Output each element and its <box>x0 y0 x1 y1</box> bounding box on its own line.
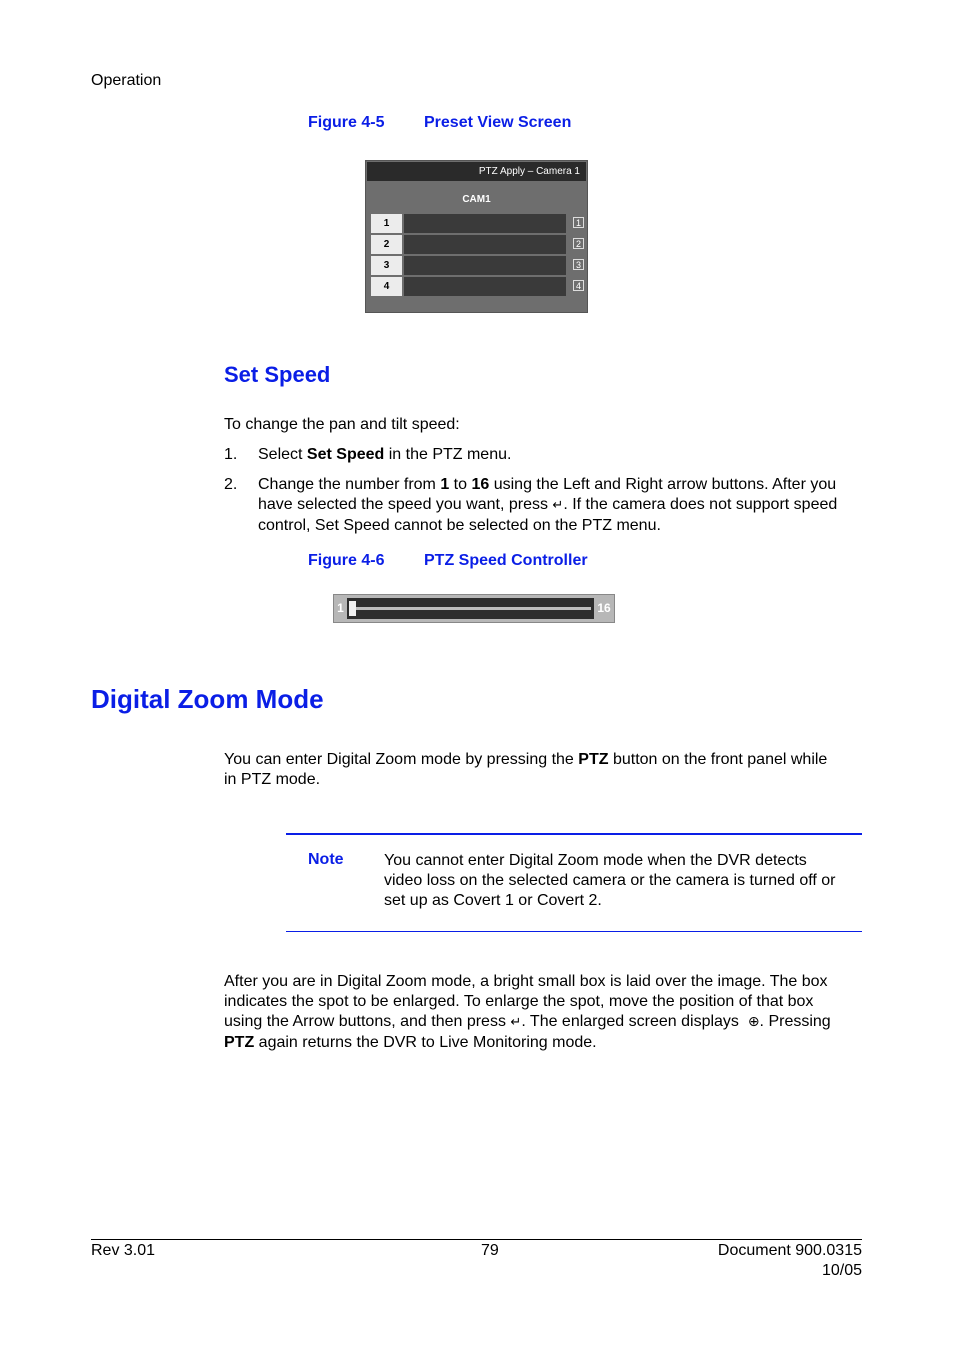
step-number: 2. <box>224 476 238 493</box>
note-text <box>384 851 864 911</box>
step-text-part: Select <box>258 446 307 463</box>
text-part: again returns the DVR to Live Monitoring mode. <box>254 1034 597 1051</box>
note-line: video loss on the selected camera or the camera is turned off or <box>384 872 836 889</box>
figure-title: PTZ Speed Controller <box>424 552 588 569</box>
preset-number: 1 <box>371 214 402 233</box>
step-number: 1. <box>224 446 238 463</box>
step-line <box>258 475 868 495</box>
enter-icon: ↵ <box>552 498 564 513</box>
chapter-heading: Digital Zoom Mode <box>91 684 324 714</box>
paragraph-line: in PTZ mode. <box>224 771 321 788</box>
text-part: . Pressing <box>759 1013 831 1030</box>
note-label: Note <box>308 851 344 868</box>
paragraph-line: indicates the spot to be enlarged. To enlarge the spot, move the position of that box <box>224 993 814 1010</box>
preset-field[interactable] <box>404 235 566 254</box>
text-part: . The enlarged screen displays <box>521 1013 739 1030</box>
paragraph <box>224 972 864 1053</box>
figure-number: Figure 4-6 <box>308 552 385 569</box>
footer-rule <box>91 1239 862 1240</box>
preset-index-box: 3 <box>573 259 584 270</box>
preset-number: 2 <box>371 235 402 254</box>
step-text-bold: Set Speed <box>306 446 385 463</box>
note-line: set up as Covert 1 or Covert 2. <box>384 892 602 909</box>
preset-view-screen <box>365 160 588 313</box>
step-text-part: Change the number from <box>258 476 441 493</box>
paragraph-line <box>224 1012 864 1033</box>
preset-index-box: 2 <box>573 238 584 249</box>
preset-field[interactable] <box>404 277 566 296</box>
note-rule-bottom <box>286 931 862 932</box>
preset-field[interactable] <box>404 214 566 233</box>
step-text-part: to <box>449 476 472 493</box>
text-bold: PTZ <box>224 1034 255 1051</box>
paragraph-line <box>224 1033 864 1053</box>
slider-line <box>353 607 591 610</box>
preset-row[interactable] <box>371 256 567 275</box>
preset-field[interactable] <box>404 256 566 275</box>
slider-knob[interactable] <box>349 601 356 616</box>
step-text-part: . If the camera does not support speed <box>563 496 838 513</box>
preset-row[interactable] <box>371 214 567 233</box>
preset-number: 4 <box>371 277 402 296</box>
paragraph-line: After you are in Digital Zoom mode, a bright small box is laid over the image. The box <box>224 973 828 990</box>
running-header: Operation <box>91 72 162 89</box>
step-text <box>258 445 511 465</box>
step-text-part: using the Left and Right arrow buttons. After you <box>489 476 837 493</box>
intro-text: To change the pan and tilt speed: <box>224 416 460 433</box>
step-line <box>258 495 868 516</box>
step-line: control, Set Speed cannot be selected on the PTZ menu. <box>258 517 661 534</box>
document-number: Document 900.0315 <box>717 1242 862 1259</box>
document-date: 10/05 <box>821 1262 862 1279</box>
speed-max-label: 16 <box>597 601 611 615</box>
enter-icon: ↵ <box>510 1015 522 1030</box>
footer-document <box>718 1241 862 1281</box>
paragraph <box>224 750 864 790</box>
section-heading: Set Speed <box>224 362 331 387</box>
preset-row[interactable] <box>371 277 567 296</box>
screen-title: PTZ Apply – Camera 1 <box>367 162 586 181</box>
text-part: button on the front panel while <box>608 751 828 768</box>
figure-title: Preset View Screen <box>424 114 572 131</box>
footer-revision: Rev 3.01 <box>91 1242 156 1259</box>
preset-index-box: 4 <box>573 280 584 291</box>
preset-row[interactable] <box>371 235 567 254</box>
step-text <box>258 475 868 536</box>
text-part: You can enter Digital Zoom mode by pressing the <box>224 751 579 768</box>
text-bold: PTZ <box>578 751 609 768</box>
speed-min-label: 1 <box>337 601 344 615</box>
speed-controller <box>333 594 615 623</box>
step-text-bold: 16 <box>471 476 490 493</box>
preset-number: 3 <box>371 256 402 275</box>
camera-label: CAM1 <box>462 194 491 205</box>
note-rule-top <box>286 833 862 835</box>
zoom-icon: ⊕ <box>747 1014 760 1030</box>
figure-number: Figure 4-5 <box>308 114 385 131</box>
preset-index-box: 1 <box>573 217 584 228</box>
step-text-part: have selected the speed you want, press <box>258 496 553 513</box>
step-text-bold: 1 <box>440 476 450 493</box>
page-number: 79 <box>481 1242 499 1259</box>
text-part: using the Arrow buttons, and then press <box>224 1013 511 1030</box>
note-line: You cannot enter Digital Zoom mode when the DVR detects <box>384 852 807 869</box>
paragraph-line <box>224 750 864 770</box>
speed-slider-track[interactable] <box>347 598 594 619</box>
step-text-part: in the PTZ menu. <box>384 446 512 463</box>
